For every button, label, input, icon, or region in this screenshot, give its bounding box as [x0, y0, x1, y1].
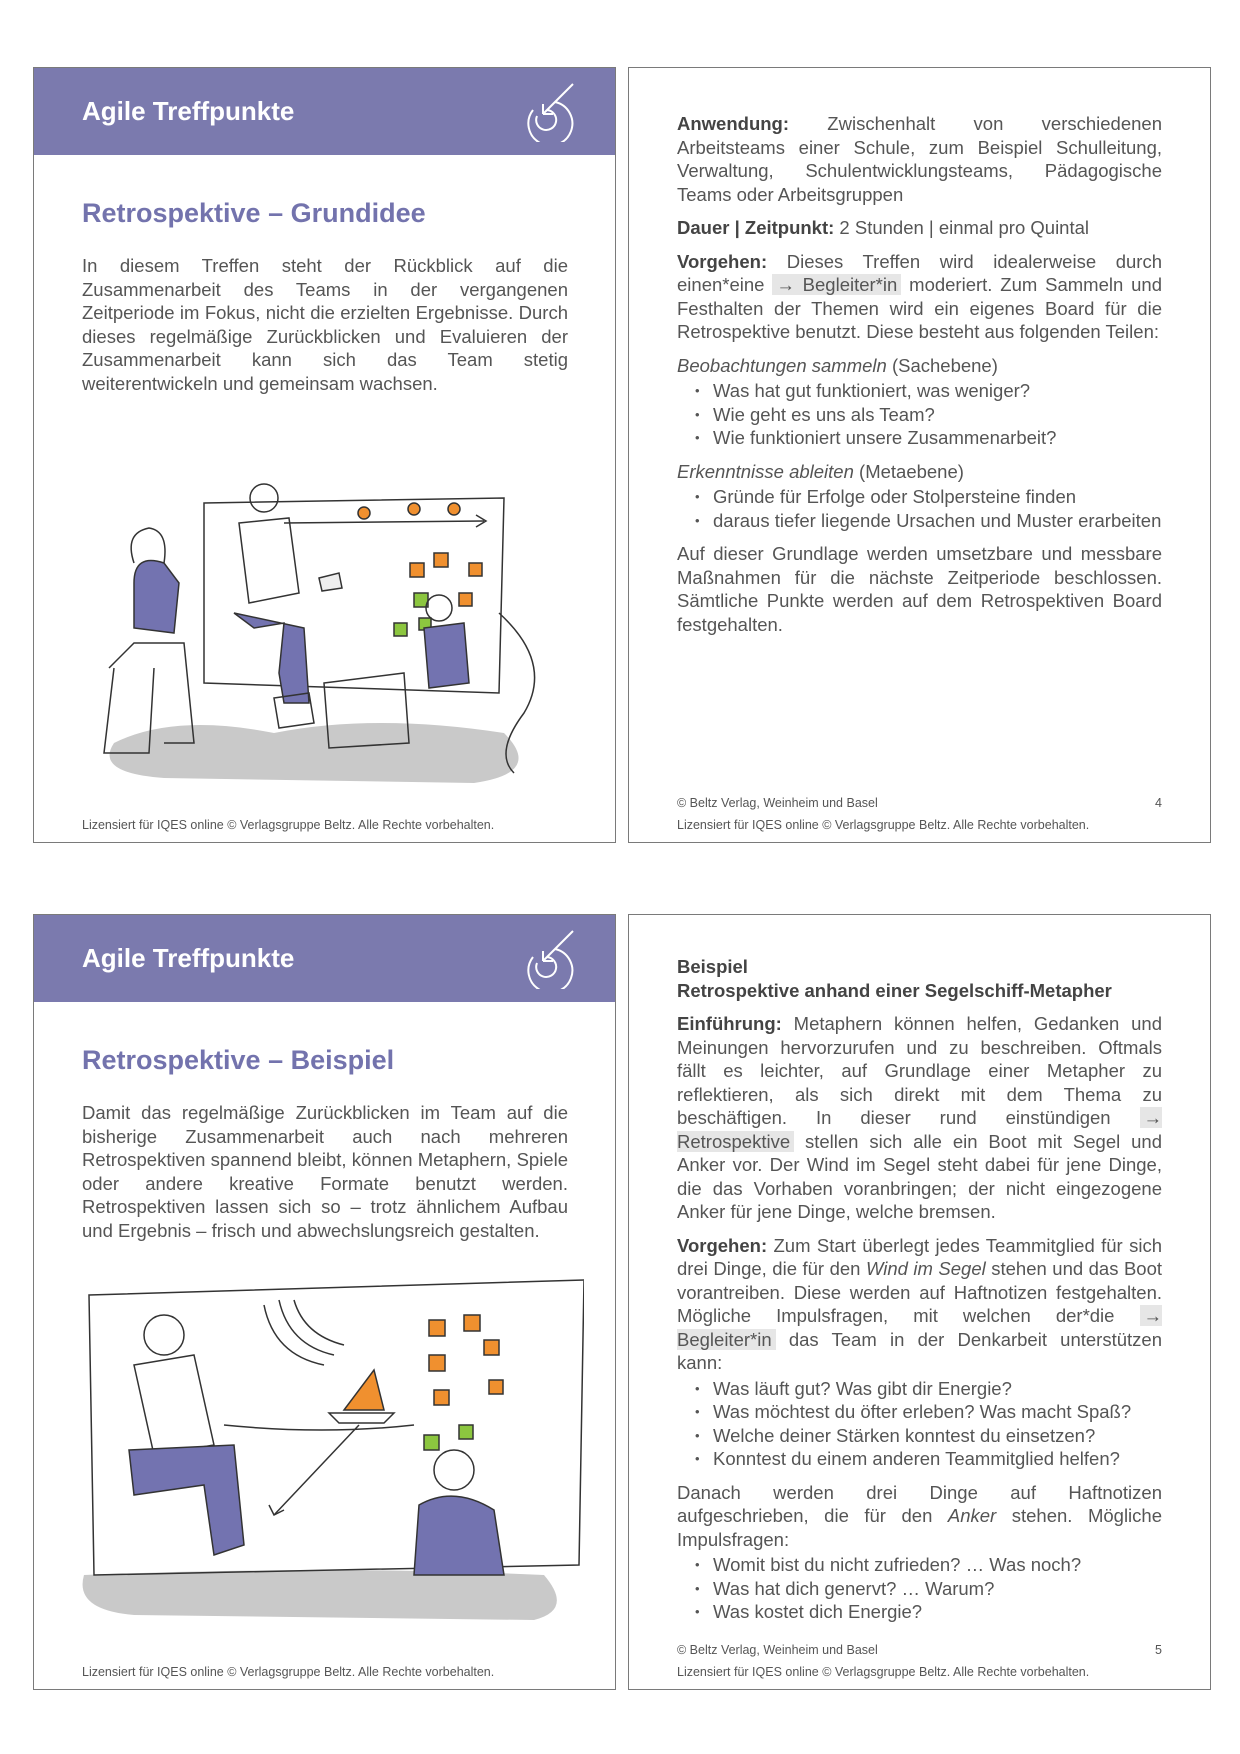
- text: Zwischenhalt von verschiedenen Arbeitsteams einer Schule, zum Beispiel Schulleitung, Verwaltung, Schulentwicklungsteams, Pädagogische Teams oder Arbeitsgruppen: [677, 113, 1162, 205]
- text: das Team in der Denkarbeit unterstützen kann:: [677, 1328, 1162, 1373]
- text: Metaphern können helfen, Gedanken und Meinungen hervorzurufen und zu beschreiben. Oftmals fällt es leichter, auf Grundlage einer Metapher zu reflektieren, als sich direkt mit dem Thema zu beschäftigen. In dieser rund einstündigen: [677, 1013, 1162, 1128]
- list-item: • Welche deiner Stärken konntest du einsetzen?: [695, 1424, 1162, 1448]
- page-number: 4: [1155, 796, 1162, 810]
- anker-paragraph: [677, 1481, 1162, 1552]
- list-item: • Konntest du einem anderen Teammitglied helfen?: [695, 1447, 1162, 1471]
- part2-list: [695, 485, 1162, 532]
- text: stellen sich alle ein Boot mit Segel und Anker vor. Der Wind im Segel steht dabei für jene Dinge, die das Vorhaben voranbringen; der nicht eingezogene Anker für jene Dinge, welche bremsen.: [677, 1130, 1162, 1222]
- vorgehen-paragraph: [677, 1234, 1162, 1375]
- license-footer: Lizensiert für IQES online © Verlagsgruppe Beltz. Alle Rechte vorbehalten.: [82, 1665, 495, 1679]
- card-grundidee: [33, 67, 616, 843]
- card-example-details: [628, 914, 1211, 1690]
- list-item: • Was kostet dich Energie?: [695, 1600, 1162, 1624]
- anwendung-paragraph: [677, 112, 1162, 206]
- details-content: [677, 955, 1162, 1634]
- list-item: • Gründe für Erfolge oder Stolpersteine finden: [695, 485, 1162, 509]
- header-title: Agile Treffpunkte: [82, 96, 295, 126]
- wind-questions-list: [695, 1377, 1162, 1471]
- label: Erkenntnisse ableiten: [677, 460, 854, 482]
- copyright: © Beltz Verlag, Weinheim und Basel: [677, 1643, 878, 1657]
- text: (Sachebene): [886, 354, 998, 376]
- text: 2 Stunden | einmal pro Quintal: [834, 217, 1090, 238]
- list-item: • Was läuft gut? Was gibt dir Energie?: [695, 1377, 1162, 1401]
- license-footer: Lizensiert für IQES online © Verlagsgruppe Beltz. Alle Rechte vorbehalten.: [677, 1665, 1090, 1679]
- list-item: • Was hat dich genervt? … Warum?: [695, 1577, 1162, 1601]
- team-board-illustration: [74, 413, 574, 793]
- card-details: [628, 67, 1211, 843]
- label: Dauer | Zeitpunkt:: [677, 217, 835, 238]
- intro-text: Damit das regelmäßige Zurückblicken im Team auf die bisherige Zusammenarbeit auch nach mehreren Retrospektiven spannend bleibt, können Metaphern, Spiele oder andere kreative Formate benutzt werden. Retrospektiven lassen sich so – trotz ähnlichem Aufbau und Ergebnis – frisch und abwechslungsreich gestalten.: [82, 1102, 568, 1241]
- anker-questions-list: [695, 1553, 1162, 1624]
- section-title: Retrospektive – Grundidee: [82, 198, 426, 228]
- card-beispiel: [33, 914, 616, 1690]
- title-line: Retrospektive anhand einer Segelschiff-Metapher: [677, 979, 1112, 1001]
- intro-text: In diesem Treffen steht der Rückblick auf die Zusammenarbeit des Teams in der vergangenen Zeitperiode im Fokus, nicht die erzielten Ergebnisse. Durch dieses regelmäßige Zurückblicken und Evaluieren der Zusammenarbeit kann sich das Team stetig weiterentwickeln und gemeinsam wachsen.: [82, 255, 568, 394]
- begleiter-link[interactable]: → Begleiter*in: [772, 274, 901, 295]
- closing-paragraph: Auf dieser Grundlage werden umsetzbare und messbare Maßnahmen für die nächste Zeitperiode beschlossen. Sämtliche Punkte werden auf dem Retrospektiven Board festgehalten.: [677, 543, 1162, 635]
- list-item: • Was hat gut funktioniert, was weniger?: [695, 379, 1162, 403]
- vorgehen-paragraph: [677, 250, 1162, 344]
- label: Anwendung:: [677, 113, 790, 134]
- text: moderiert. Zum Sammeln und Festhalten der Themen wird ein eigenes Board für die Retrospektive benutzt. Diese besteht aus folgenden Teilen:: [677, 274, 1163, 342]
- text: Dieses Treffen wird idealerweise durch einen*eine: [677, 250, 1162, 295]
- target-arrow-icon: [515, 80, 577, 142]
- details-content: [677, 112, 1162, 646]
- card-header: [34, 68, 615, 155]
- license-footer: Lizensiert für IQES online © Verlagsgruppe Beltz. Alle Rechte vorbehalten.: [82, 818, 495, 832]
- text: (Metaebene): [853, 460, 964, 482]
- text: Danach werden drei Dinge auf Haftnotizen aufgeschrieben, die für den: [677, 1481, 1162, 1526]
- header-title: Agile Treffpunkte: [82, 943, 295, 973]
- sailboat-board-illustration: [74, 1275, 584, 1645]
- list-item: • Wie funktioniert unsere Zusammenarbeit?: [695, 426, 1162, 450]
- part2-heading: [677, 460, 1162, 484]
- page-number: 5: [1155, 1643, 1162, 1657]
- label: Vorgehen:: [677, 1234, 768, 1256]
- retrospektive-link[interactable]: → Retrospektive: [677, 1107, 1162, 1152]
- emphasis: Anker: [947, 1505, 997, 1526]
- label: Vorgehen:: [677, 250, 768, 272]
- title-line: Beispiel: [677, 956, 748, 977]
- list-item: • daraus tiefer liegende Ursachen und Muster erarbeiten: [695, 509, 1162, 533]
- label: Einführung:: [677, 1013, 782, 1034]
- text: stehen. Mögliche Impulsfragen:: [677, 1505, 1162, 1550]
- list-item: • Womit bist du nicht zufrieden? … Was noch?: [695, 1553, 1162, 1577]
- section-title: Retrospektive – Beispiel: [82, 1045, 395, 1075]
- example-title: [677, 955, 1162, 1002]
- text: Zum Start überlegt jedes Teammitglied für sich drei Dinge, die für den: [677, 1234, 1162, 1279]
- target-arrow-icon: [515, 927, 577, 989]
- part1-list: [695, 379, 1162, 450]
- text: stehen und das Boot vorantreiben. Diese werden auf Haftnotizen festgehalten. Mögliche Impulsfragen, mit welchen der*die: [677, 1258, 1163, 1326]
- list-item: • Was möchtest du öfter erleben? Was macht Spaß?: [695, 1400, 1162, 1424]
- einfuehrung-paragraph: [677, 1012, 1162, 1224]
- dauer-paragraph: [677, 216, 1162, 240]
- label: Beobachtungen sammeln: [677, 354, 887, 376]
- list-item: • Wie geht es uns als Team?: [695, 403, 1162, 427]
- emphasis: Wind im Segel: [865, 1258, 986, 1279]
- copyright: © Beltz Verlag, Weinheim und Basel: [677, 796, 878, 810]
- begleiter-link[interactable]: → Begleiter*in: [677, 1305, 1162, 1350]
- license-footer: Lizensiert für IQES online © Verlagsgruppe Beltz. Alle Rechte vorbehalten.: [677, 818, 1090, 832]
- part1-heading: [677, 354, 1162, 378]
- card-header: [34, 915, 615, 1002]
